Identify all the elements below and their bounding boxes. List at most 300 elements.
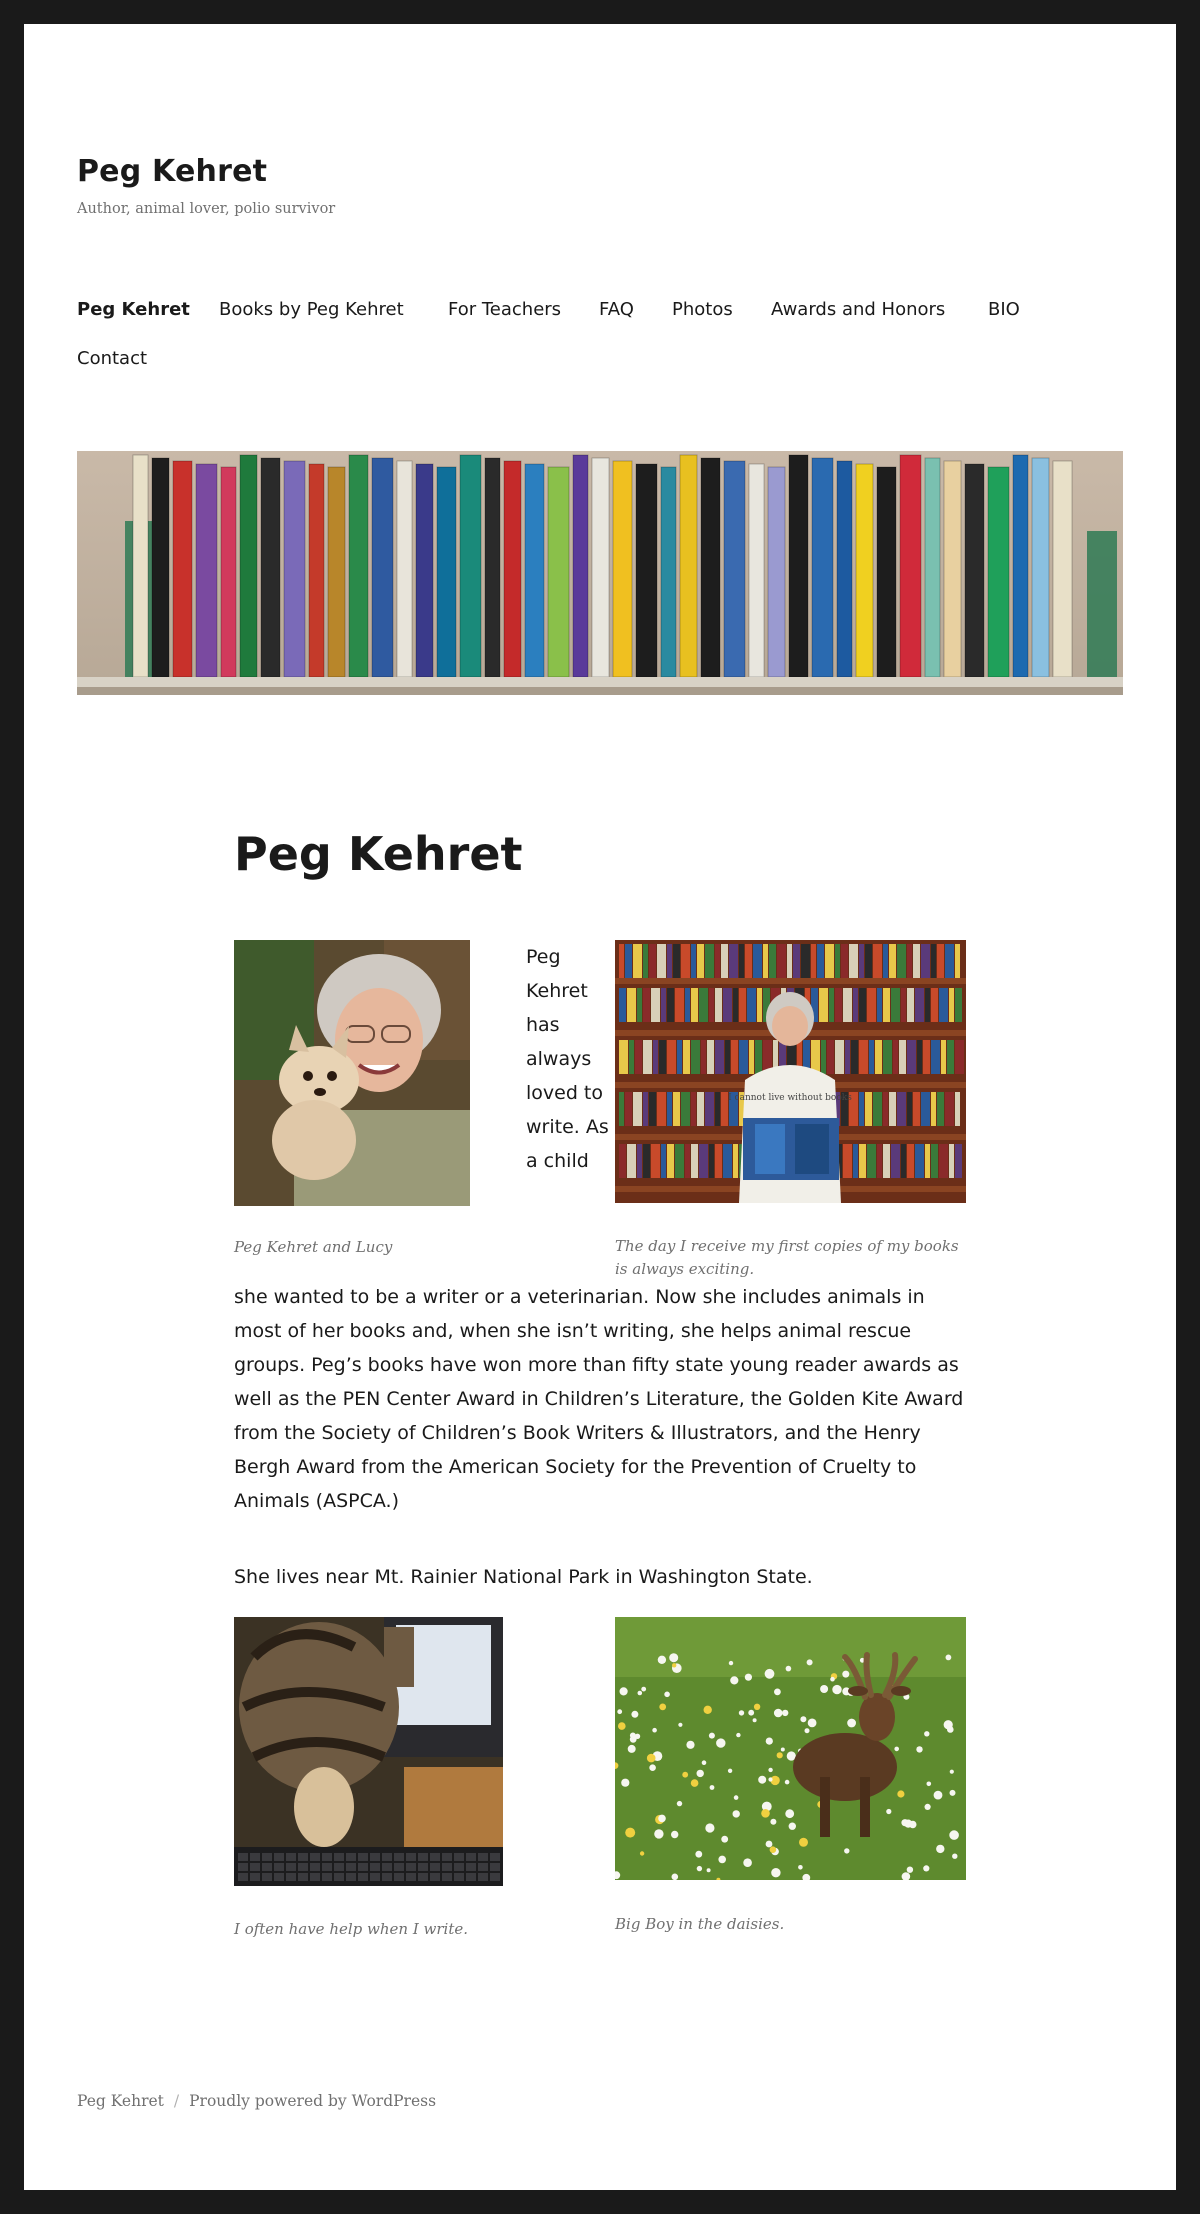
daisy-flower	[949, 1830, 959, 1840]
shelf-book	[691, 1040, 700, 1074]
keyboard-key	[250, 1863, 260, 1871]
shelf-book	[913, 1092, 920, 1126]
daisy-flower	[807, 1659, 813, 1665]
shelf-book	[899, 1040, 906, 1074]
keyboard-key	[490, 1873, 500, 1881]
keyboard-key	[442, 1863, 452, 1871]
photo-cat-help[interactable]	[234, 1617, 503, 1886]
shelf-book	[731, 1040, 738, 1074]
keyboard-key	[370, 1853, 380, 1861]
shelf-book	[793, 944, 800, 978]
book-spine	[856, 464, 873, 677]
daisy-flower	[781, 1748, 785, 1752]
shelf-book	[859, 1092, 864, 1126]
peg-with-books-image	[615, 940, 966, 1203]
daisy-flower	[798, 1865, 803, 1870]
daisy-flower	[761, 1809, 770, 1818]
shelf-book	[939, 1144, 948, 1178]
nav-item-bio[interactable]: BIO	[988, 299, 1020, 320]
book-spine	[173, 461, 192, 677]
daisy-flower	[758, 1776, 766, 1784]
book-spine	[485, 458, 500, 677]
shelf-book	[777, 944, 786, 978]
nav-item-awards[interactable]: Awards and Honors	[771, 299, 946, 320]
keyboard-key	[406, 1863, 416, 1871]
daisy-flower	[765, 1669, 775, 1679]
daisy-flower	[702, 1760, 707, 1765]
shelf-book	[625, 1092, 632, 1126]
book-spine	[437, 467, 456, 677]
daisy-flower	[669, 1653, 678, 1662]
shelf-book	[715, 988, 722, 1022]
daisy-flower	[672, 1663, 676, 1667]
daisy-flower	[925, 1804, 931, 1810]
shelf-book	[723, 1144, 732, 1178]
daisy-flower	[916, 1746, 922, 1752]
shelf-book	[945, 1092, 954, 1126]
shelf-book	[889, 1092, 896, 1126]
keyboard-key	[238, 1853, 248, 1861]
shelf-book	[817, 944, 824, 978]
keyboard-key	[322, 1853, 332, 1861]
keyboard-key	[466, 1863, 476, 1871]
shelf-book	[651, 988, 660, 1022]
daisy-flower	[766, 1841, 773, 1848]
daisy-flower	[709, 1733, 715, 1739]
daisy-flower	[736, 1733, 740, 1737]
daisy-flower	[630, 1733, 636, 1739]
shelf-book	[819, 988, 828, 1022]
site-footer	[77, 2092, 436, 2110]
daisy-flower	[686, 1741, 694, 1749]
keyboard-key	[466, 1853, 476, 1861]
keyboard-key	[478, 1873, 488, 1881]
daisy-flower	[748, 1710, 754, 1716]
keyboard-key	[454, 1863, 464, 1871]
shirt-text: I cannot live without books	[728, 1093, 852, 1103]
book-spine	[768, 467, 785, 677]
shelf-book	[883, 1040, 892, 1074]
keyboard-key	[262, 1873, 272, 1881]
shelf-book	[643, 944, 648, 978]
daisy-flower	[743, 1858, 752, 1867]
keyboard-key	[310, 1863, 320, 1871]
daisy-flower	[820, 1685, 828, 1693]
book-spine	[397, 461, 412, 677]
shelf-book	[915, 1144, 924, 1178]
keyboard-key	[346, 1873, 356, 1881]
daisy-flower	[677, 1801, 682, 1806]
keyboard-key	[454, 1873, 464, 1881]
shelf-book	[853, 988, 858, 1022]
page	[24, 24, 1176, 2190]
shelf-book	[659, 1040, 666, 1074]
shelf-book	[739, 944, 744, 978]
book-spine	[877, 467, 896, 677]
photo-first-copies[interactable]	[615, 940, 966, 1203]
shelf-book	[705, 1092, 714, 1126]
shelf-book	[649, 944, 656, 978]
daisy-flower	[682, 1772, 688, 1778]
shelf-book	[637, 988, 642, 1022]
keyboard-key	[346, 1863, 356, 1871]
daisy-flower	[652, 1728, 657, 1733]
daisy-flower	[766, 1738, 773, 1745]
daisy-flower	[728, 1769, 732, 1773]
keyboard-key	[262, 1863, 272, 1871]
keyboard-key	[346, 1853, 356, 1861]
daisy-flower	[671, 1831, 678, 1838]
keyboard-key	[454, 1853, 464, 1861]
shelf-book	[643, 1144, 650, 1178]
shelf-book	[931, 1040, 940, 1074]
book-spine	[1032, 458, 1049, 677]
daisy-flower	[799, 1838, 808, 1847]
shelf-book	[859, 1040, 868, 1074]
shelf-book	[955, 1092, 960, 1126]
shelf-book	[635, 1040, 642, 1074]
daisy-flower	[640, 1851, 644, 1855]
book-spine	[525, 464, 544, 677]
nav-item-peg-kehret[interactable]: Peg Kehret	[77, 299, 190, 320]
daisy-flower	[697, 1770, 704, 1777]
header-banner-image[interactable]	[77, 451, 1123, 695]
daisy-flower	[620, 1687, 628, 1695]
shelf-book	[955, 944, 960, 978]
shelf-book	[667, 1040, 676, 1074]
daisy-flower	[625, 1828, 635, 1838]
shelf-book	[745, 944, 752, 978]
site-description: Author, animal lover, polio survivor	[77, 201, 336, 217]
shelf-book	[697, 944, 704, 978]
shelf-book	[747, 988, 756, 1022]
keyboard-key	[490, 1863, 500, 1871]
shelf-book	[901, 1144, 906, 1178]
shelf-book	[873, 1092, 882, 1126]
shelf-book	[723, 988, 732, 1022]
book-spine	[701, 458, 720, 677]
daisy-flower	[904, 1820, 912, 1828]
book-spine	[328, 467, 345, 677]
shelf-book	[643, 1092, 648, 1126]
shelf-book	[851, 1040, 858, 1074]
shelf-book	[721, 1092, 728, 1126]
keyboard-key	[430, 1853, 440, 1861]
shelf-book	[907, 988, 914, 1022]
daisy-flower	[734, 1795, 739, 1800]
daisy-flower	[842, 1671, 849, 1678]
keyboard-key	[394, 1873, 404, 1881]
daisy-flower	[710, 1785, 715, 1790]
shelf-book	[925, 988, 930, 1022]
daisy-flower	[754, 1704, 760, 1710]
book-spine	[1013, 455, 1028, 677]
shelf-book	[939, 988, 948, 1022]
daisy-flower	[800, 1716, 806, 1722]
shelf-book	[913, 944, 920, 978]
shelf-book	[931, 1092, 936, 1126]
daisy-flower	[707, 1868, 711, 1872]
shelf-book	[681, 944, 690, 978]
book-spine	[309, 464, 324, 677]
book-spine	[724, 461, 745, 677]
shelf-book	[733, 988, 738, 1022]
daisy-flower	[770, 1846, 777, 1853]
shelf-book	[763, 944, 768, 978]
daisy-flower	[658, 1656, 666, 1664]
shelf-book	[691, 988, 698, 1022]
nav-item-photos[interactable]: Photos	[672, 299, 733, 320]
daisy-flower	[847, 1719, 856, 1728]
book-spine	[680, 455, 697, 677]
shelf-book	[897, 944, 906, 978]
shelf-book	[853, 1144, 858, 1178]
shelf-book	[705, 944, 714, 978]
keyboard-key	[286, 1863, 296, 1871]
book-spine	[196, 464, 217, 677]
shelf-book	[643, 1040, 652, 1074]
keyboard-key	[442, 1853, 452, 1861]
shelf-book	[915, 988, 924, 1022]
keyboard-key	[274, 1863, 284, 1871]
keyboard-key	[394, 1853, 404, 1861]
daisy-flower	[923, 1865, 929, 1871]
footer-separator: /	[173, 2092, 180, 2110]
location-paragraph: She lives near Mt. Rainier National Park in Washington State.	[234, 1566, 813, 1588]
keyboard-key	[262, 1853, 272, 1861]
shelf-book	[625, 944, 632, 978]
daisy-flower	[768, 1777, 772, 1781]
daisy-flower	[770, 1819, 776, 1825]
book-spine	[925, 458, 940, 677]
daisy-flower	[733, 1810, 740, 1817]
keyboard-key	[466, 1873, 476, 1881]
keyboard-key	[334, 1863, 344, 1871]
shelf-book	[923, 1040, 930, 1074]
daisy-flower	[946, 1655, 952, 1661]
nav-item-contact[interactable]: Contact	[77, 348, 148, 369]
daisy-flower	[777, 1752, 783, 1758]
book-spine	[965, 464, 984, 677]
book-spine	[548, 467, 569, 677]
shelf-book	[869, 1040, 874, 1074]
book-spine	[789, 455, 808, 677]
shelf-book	[701, 1040, 706, 1074]
footer-site-link[interactable]: Peg Kehret	[77, 2092, 164, 2110]
shelf-book	[945, 944, 954, 978]
shelf-book	[955, 988, 962, 1022]
shelf-book	[755, 1040, 762, 1074]
intro-paragraph-wide-column: she wanted to be a writer or a veterinarian. Now she includes animals in most of her books and, when she isn’t writing, she helps animal rescue groups. Peg’s books have won more than fifty state young reader awards as well as the PEN Center Award in Children’s Literature, the Golden Kite Award from the Society of Children’s Book Writers & Illustrators, and the Henry Bergh Award from the American Society for the Prevention of Cruelty to Animals (ASPCA.)	[234, 1286, 964, 1512]
daisy-flower	[894, 1747, 899, 1752]
keyboard-key	[478, 1863, 488, 1871]
keyboard-key	[322, 1873, 332, 1881]
shelf-book	[931, 988, 938, 1022]
daisy-flower	[808, 1719, 817, 1728]
shelf-book	[883, 1144, 890, 1178]
shelf-book	[883, 1092, 888, 1126]
shelf-book	[859, 944, 864, 978]
shelf-book	[859, 1144, 866, 1178]
shelf-book	[845, 1040, 850, 1074]
shelf-book	[867, 1144, 876, 1178]
shelf-book	[667, 1092, 672, 1126]
daisy-flower	[944, 1720, 953, 1729]
shelf-book	[651, 1144, 660, 1178]
photo-big-boy[interactable]	[615, 1617, 966, 1880]
book-spine	[988, 467, 1009, 677]
shelf-book	[947, 1040, 954, 1074]
shelf-book	[685, 988, 690, 1022]
keyboard-key	[358, 1873, 368, 1881]
shelf-book	[883, 988, 890, 1022]
daisy-flower	[729, 1661, 733, 1665]
keyboard-key	[274, 1873, 284, 1881]
book-spine	[592, 458, 609, 677]
shelf-book	[873, 944, 882, 978]
shelf-book	[715, 1092, 720, 1126]
shelf-book	[931, 1144, 938, 1178]
shelf-book	[707, 1040, 714, 1074]
shelf-book	[633, 944, 642, 978]
site-title[interactable]: Peg Kehret	[77, 154, 268, 189]
shelf-book	[757, 988, 762, 1022]
shelf-book	[907, 1040, 916, 1074]
daisy-flower	[691, 1779, 699, 1787]
daisy-flower	[631, 1711, 638, 1718]
keyboard-key	[298, 1873, 308, 1881]
keyboard-key	[406, 1873, 416, 1881]
daisy-flower	[704, 1706, 712, 1714]
shelf-book	[825, 944, 834, 978]
book-spine	[152, 458, 169, 677]
shelf-book	[925, 1144, 930, 1178]
daisy-flower	[952, 1854, 957, 1859]
shelf-book	[801, 944, 810, 978]
shelf-book	[715, 1144, 722, 1178]
daisy-flower	[886, 1809, 891, 1814]
shelf-book	[697, 1092, 704, 1126]
shelf-book	[949, 1144, 954, 1178]
book-spine	[900, 455, 921, 677]
bookshelf-illustration	[77, 451, 1123, 695]
shelf-book	[769, 944, 776, 978]
shelf-book	[709, 988, 714, 1022]
book-spine	[133, 455, 148, 677]
daisy-flower	[678, 1723, 682, 1727]
shelf-book	[661, 1144, 666, 1178]
shelf-book	[657, 944, 666, 978]
daisy-flower	[745, 1674, 752, 1681]
shelf-book	[643, 988, 650, 1022]
shelf-book	[937, 944, 944, 978]
keyboard-key	[238, 1863, 248, 1871]
nav-item-faq[interactable]: FAQ	[599, 299, 634, 320]
book-spine	[1053, 461, 1072, 677]
book-spine	[661, 467, 676, 677]
keyboard-key	[382, 1863, 392, 1871]
nav-item-for-teachers[interactable]: For Teachers	[448, 299, 562, 320]
daisy-flower	[647, 1754, 656, 1763]
shelf-book	[675, 1144, 684, 1178]
keyboard-key	[250, 1873, 260, 1881]
keyboard-key	[418, 1863, 428, 1871]
shelf-book	[889, 944, 896, 978]
shelf-book	[835, 988, 842, 1022]
shelf-book	[877, 1144, 882, 1178]
shelf-book	[891, 988, 900, 1022]
shelf-book	[667, 988, 674, 1022]
shelf-book	[691, 1144, 698, 1178]
keyboard-key	[430, 1863, 440, 1871]
daisy-flower	[771, 1868, 780, 1877]
shelf-book	[893, 1040, 898, 1074]
keyboard-key	[478, 1853, 488, 1861]
book-spine	[460, 455, 481, 677]
nav-item-books[interactable]: Books by Peg Kehret	[219, 299, 404, 320]
shelf-book	[907, 1144, 914, 1178]
shelf-book	[753, 944, 762, 978]
daisy-flower	[785, 1780, 790, 1785]
keyboard-key	[382, 1873, 392, 1881]
shelf-book	[865, 944, 872, 978]
shelf-book	[921, 944, 930, 978]
shelf-book	[787, 944, 792, 978]
keyboard-key	[418, 1873, 428, 1881]
footer-powered-link[interactable]: Proudly powered by WordPress	[189, 2092, 437, 2110]
photo-peg-and-lucy[interactable]	[234, 940, 470, 1206]
shelf-book	[749, 1040, 754, 1074]
keyboard-key	[310, 1873, 320, 1881]
shelf-book	[667, 1144, 674, 1178]
shelf-book	[715, 944, 720, 978]
daisy-flower	[774, 1689, 781, 1696]
shelf-book	[673, 944, 680, 978]
keyboard-key	[406, 1853, 416, 1861]
book-spine	[812, 458, 833, 677]
book-spine	[749, 464, 764, 677]
shelf-book	[637, 1144, 642, 1178]
shelf-book	[917, 1040, 922, 1074]
shelf-book	[865, 1092, 872, 1126]
shelf-book	[691, 1092, 696, 1126]
shelf-book	[955, 1040, 964, 1074]
shelf-book	[729, 944, 738, 978]
daisy-flower	[718, 1856, 726, 1864]
book-spine	[837, 461, 852, 677]
daisy-flower	[638, 1691, 643, 1696]
keyboard-key	[286, 1873, 296, 1881]
shelf-book	[891, 1144, 900, 1178]
shelf-book	[941, 1040, 946, 1074]
shelf-book	[859, 988, 866, 1022]
keyboard-key	[250, 1853, 260, 1861]
shelf-book	[843, 988, 852, 1022]
daisy-flower	[950, 1770, 954, 1774]
shelf-book	[715, 1040, 724, 1074]
shelf-book	[841, 944, 848, 978]
shelf-book	[699, 988, 708, 1022]
daisy-flower	[753, 1718, 757, 1722]
shelf-book	[949, 988, 954, 1022]
shelf-book	[675, 988, 684, 1022]
shelf-book	[955, 1144, 962, 1178]
book-spine	[573, 455, 588, 677]
book-spine	[284, 461, 305, 677]
daisy-flower	[785, 1809, 794, 1818]
keyboard-key	[310, 1853, 320, 1861]
keyboard-key	[286, 1853, 296, 1861]
